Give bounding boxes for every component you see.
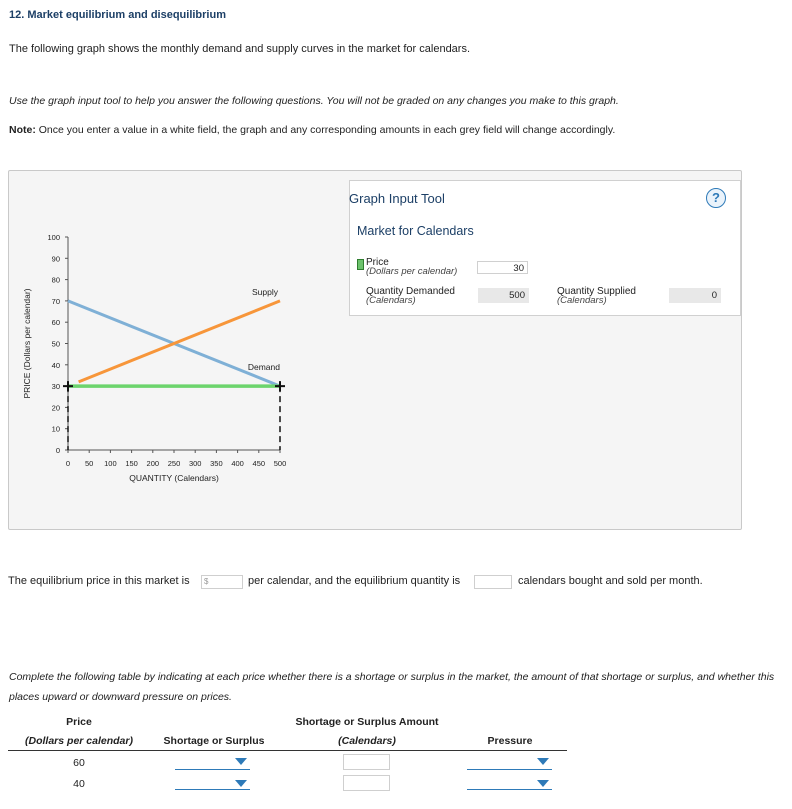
x-tick-label: 250 [167, 459, 181, 468]
equilibrium-text-1: The equilibrium price in this market is [8, 575, 190, 587]
supply-label: Supply [252, 286, 278, 297]
note-text [9, 124, 615, 136]
qs-label: Quantity Supplied [557, 286, 636, 297]
help-icon[interactable]: ? [706, 188, 726, 208]
chevron-down-icon [235, 780, 247, 787]
row-1-amount-input[interactable] [343, 754, 390, 770]
col-pressure-header: Pressure [487, 735, 533, 747]
row-2-price: 40 [73, 778, 85, 790]
table-intro: Complete the following table by indicating at each price whether there is a shortage or surplus in the market, the amount of that shortage or surplus, and whether this places upward or downward pressure on prices. [9, 671, 775, 703]
y-tick-label: 60 [51, 318, 60, 328]
y-tick-label: 100 [47, 233, 60, 242]
price-swatch-icon [357, 259, 364, 270]
dollar-sign: $ [204, 577, 209, 586]
chart-layer [22, 233, 286, 483]
x-tick-label: 300 [188, 459, 202, 468]
instruction-text: Use the graph input tool to help you answer the following questions. You will not be graded on any changes you make to this graph. [9, 95, 619, 107]
x-tick-label: 200 [146, 459, 160, 468]
row-1-pressure-dropdown[interactable] [467, 753, 552, 770]
row-2-shortage-surplus-dropdown[interactable] [175, 773, 250, 790]
qd-unit: (Calendars) [366, 295, 416, 306]
tool-title: Graph Input Tool [349, 191, 445, 206]
y-tick-label: 70 [51, 296, 60, 306]
x-tick-label: 100 [104, 459, 117, 468]
demand-label: Demand [247, 362, 280, 373]
equilibrium-text-3: calendars bought and sold per month. [518, 575, 703, 587]
x-axis-label: QUANTITY (Calendars) [129, 473, 219, 483]
qs-value: 0 [669, 288, 721, 303]
note-body: Once you enter a value in a white field, the graph and any corresponding amounts in each grey field will change accordingly. [35, 124, 616, 136]
table-header-divider [8, 750, 567, 751]
y-axis-label: PRICE (Dollars per calendar) [22, 288, 32, 399]
price-input[interactable]: 30 [477, 261, 528, 274]
y-tick-label: 50 [51, 339, 60, 349]
x-tick-label: 50 [85, 459, 94, 468]
row-1-price: 60 [73, 757, 85, 769]
price-handle-icon[interactable] [63, 381, 73, 391]
x-tick-label: 400 [231, 459, 244, 468]
equilibrium-quantity-input[interactable] [474, 575, 512, 589]
y-tick-label: 0 [55, 446, 60, 455]
question-title: 12. Market equilibrium and disequilibrium [9, 9, 226, 21]
price-unit: (Dollars per calendar) [366, 266, 458, 277]
market-chart[interactable] [8, 170, 350, 526]
y-tick-label: 20 [51, 403, 60, 413]
note-label: Note: [9, 124, 36, 136]
chevron-down-icon [537, 758, 549, 765]
price-label: Price [366, 257, 389, 268]
x-tick-label: 0 [65, 459, 71, 468]
x-tick-label: 450 [252, 459, 266, 468]
col-price-header: Price [66, 716, 92, 728]
qd-label: Quantity Demanded [366, 286, 455, 297]
chevron-down-icon [537, 780, 549, 787]
tool-subtitle: Market for Calendars [357, 224, 474, 238]
x-tick-label: 150 [125, 459, 138, 468]
row-2-amount-input[interactable] [343, 775, 390, 791]
col-amount-unit: (Calendars) [338, 735, 396, 747]
y-tick-label: 40 [51, 360, 60, 370]
equilibrium-price-input[interactable] [201, 575, 243, 589]
y-tick-label: 90 [51, 254, 60, 264]
y-tick-label: 30 [51, 382, 60, 392]
price-handle-icon[interactable] [275, 381, 285, 391]
col-price-unit: (Dollars per calendar) [25, 735, 133, 747]
row-2-pressure-dropdown[interactable] [467, 773, 552, 790]
chevron-down-icon [235, 758, 247, 765]
col-amount-header: Shortage or Surplus Amount [295, 716, 439, 728]
x-tick-label: 500 [273, 459, 287, 468]
x-tick-label: 350 [210, 459, 223, 468]
row-1-shortage-surplus-dropdown[interactable] [175, 753, 250, 770]
col-shortage-surplus-header: Shortage or Surplus [163, 735, 265, 747]
equilibrium-text-2: per calendar, and the equilibrium quantity is [248, 575, 461, 587]
qd-value: 500 [478, 288, 529, 303]
qs-unit: (Calendars) [557, 295, 607, 306]
question-intro: The following graph shows the monthly demand and supply curves in the market for calendars. [9, 43, 471, 55]
y-tick-label: 80 [51, 275, 60, 285]
y-tick-label: 10 [51, 424, 60, 434]
